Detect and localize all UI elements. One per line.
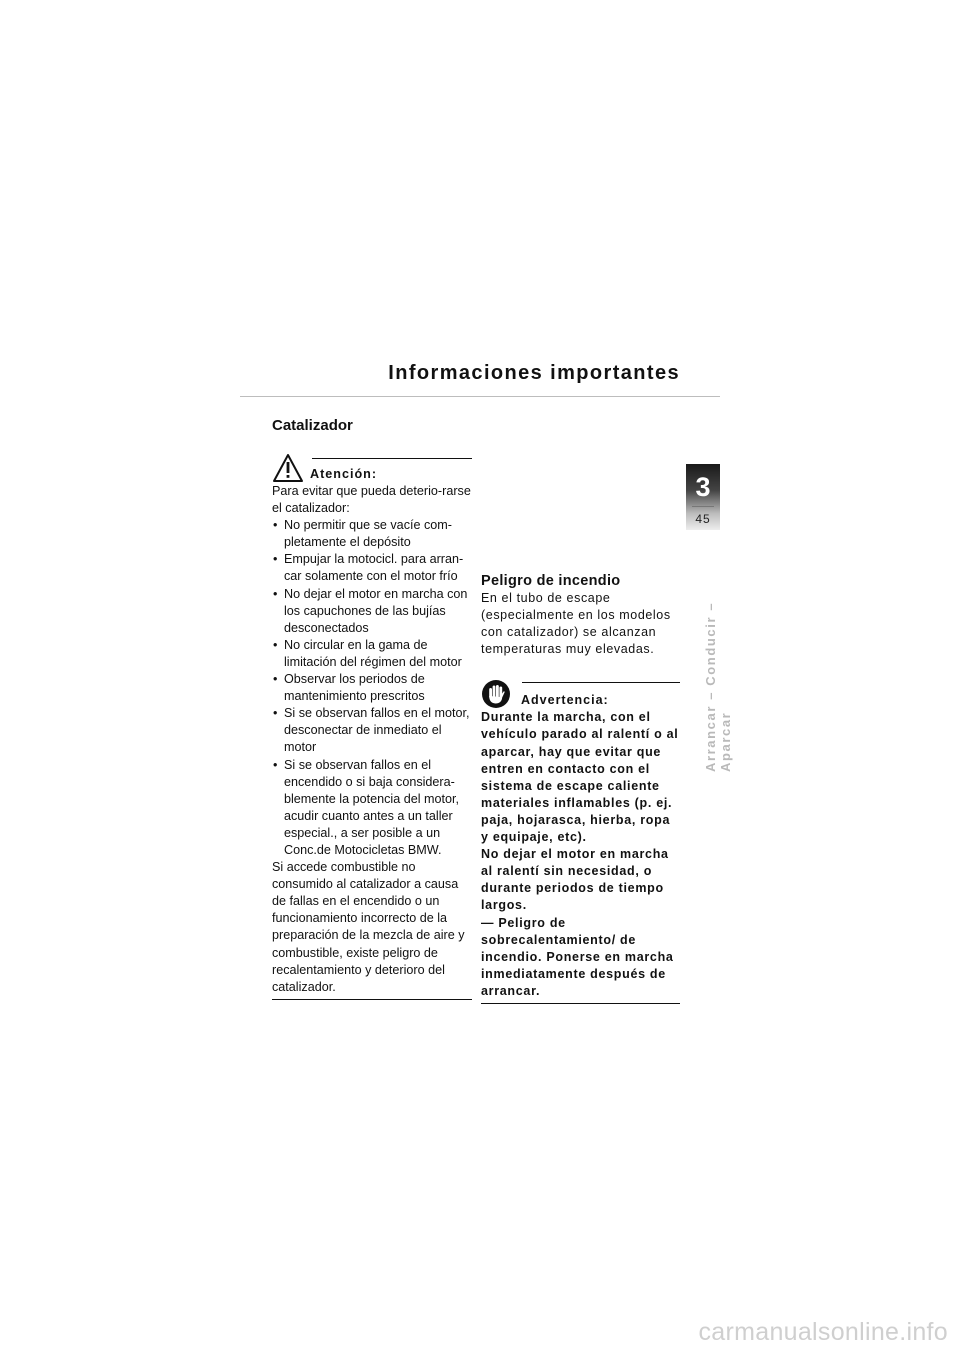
attention-top-rule	[272, 458, 472, 459]
list-item: • No circular en la gama de limitación del régimen del motor	[272, 637, 472, 671]
warning-title: Advertencia:	[521, 693, 609, 708]
attention-header	[272, 457, 472, 483]
attention-notice	[272, 458, 472, 1000]
warning-bottom-rule	[481, 1003, 680, 1004]
chapter-side-label: Arrancar – Conducir – Aparcar	[703, 601, 733, 772]
warning-paragraph-2: No dejar el motor en marcha al ralentí sin necesidad, o durante periodos de tiempo largos.	[481, 847, 669, 913]
warning-paragraph-3: — Peligro de sobrecalentamiento/ de incendio. Ponerse en marcha inmediatamente después de arrancar.	[481, 915, 674, 998]
page-number: 45	[695, 512, 711, 526]
attention-bottom-rule	[272, 999, 472, 1000]
list-item: • Observar los periodos de mantenimiento prescritos	[272, 671, 472, 705]
page-title: Informaciones importantes	[388, 362, 680, 384]
attention-closing-text: Si accede combustible no consumido al catalizador a causa de fallas en el encendido o un funcionamiento incorrecto de la preparación de la mezcla de aire y combustible, existe peligro de recalentamiento y deterioro del catalizador.	[272, 860, 465, 994]
fire-heading: Peligro de incendio	[481, 573, 621, 589]
warning-header	[481, 679, 680, 709]
list-item: • Empujar la motocicl. para arran-car solamente con el motor frío	[272, 551, 472, 585]
attention-title: Atención:	[310, 466, 378, 481]
chapter-tab-divider	[692, 506, 714, 507]
title-divider	[240, 396, 720, 397]
warning-top-rule	[481, 682, 680, 683]
list-item: • No permitir que se vacíe com-pletamente el depósito	[272, 517, 472, 551]
fire-section	[481, 573, 680, 1004]
attention-intro: Para evitar que pueda deterio-rarse el catalizador:	[272, 484, 471, 516]
site-watermark: carmanualsonline.info	[698, 1318, 948, 1346]
list-item: • Si se observan fallos en el motor, desconectar de inmediato el motor	[272, 705, 472, 756]
chapter-number: 3	[695, 472, 711, 502]
warning-paragraph-1: Durante la marcha, con el vehículo parado al ralentí o al aparcar, hay que evitar que entren en contacto con el sistema de escape caliente materiales inflamables (p. ej. paja, hojarasca, hierba, ropa y equipaje, etc).	[481, 710, 679, 845]
fire-body: En el tubo de escape (especialmente en los modelos con catalizador) se alcanzan temperaturas muy elevadas.	[481, 591, 671, 657]
section-heading-catalizador: Catalizador	[272, 417, 353, 434]
list-item: • Si se observan fallos en el encendido o si baja considera-blemente la potencia del motor, acudir cuanto antes a un taller especial., a ser posible a un Conc.de Motocicletas BMW.	[272, 757, 472, 860]
list-item: • No dejar el motor en marcha con los capuchones de las bujías desconectados	[272, 586, 472, 637]
stop-hand-icon	[481, 679, 511, 709]
attention-bullet-list	[272, 517, 472, 859]
chapter-tab	[686, 464, 720, 530]
